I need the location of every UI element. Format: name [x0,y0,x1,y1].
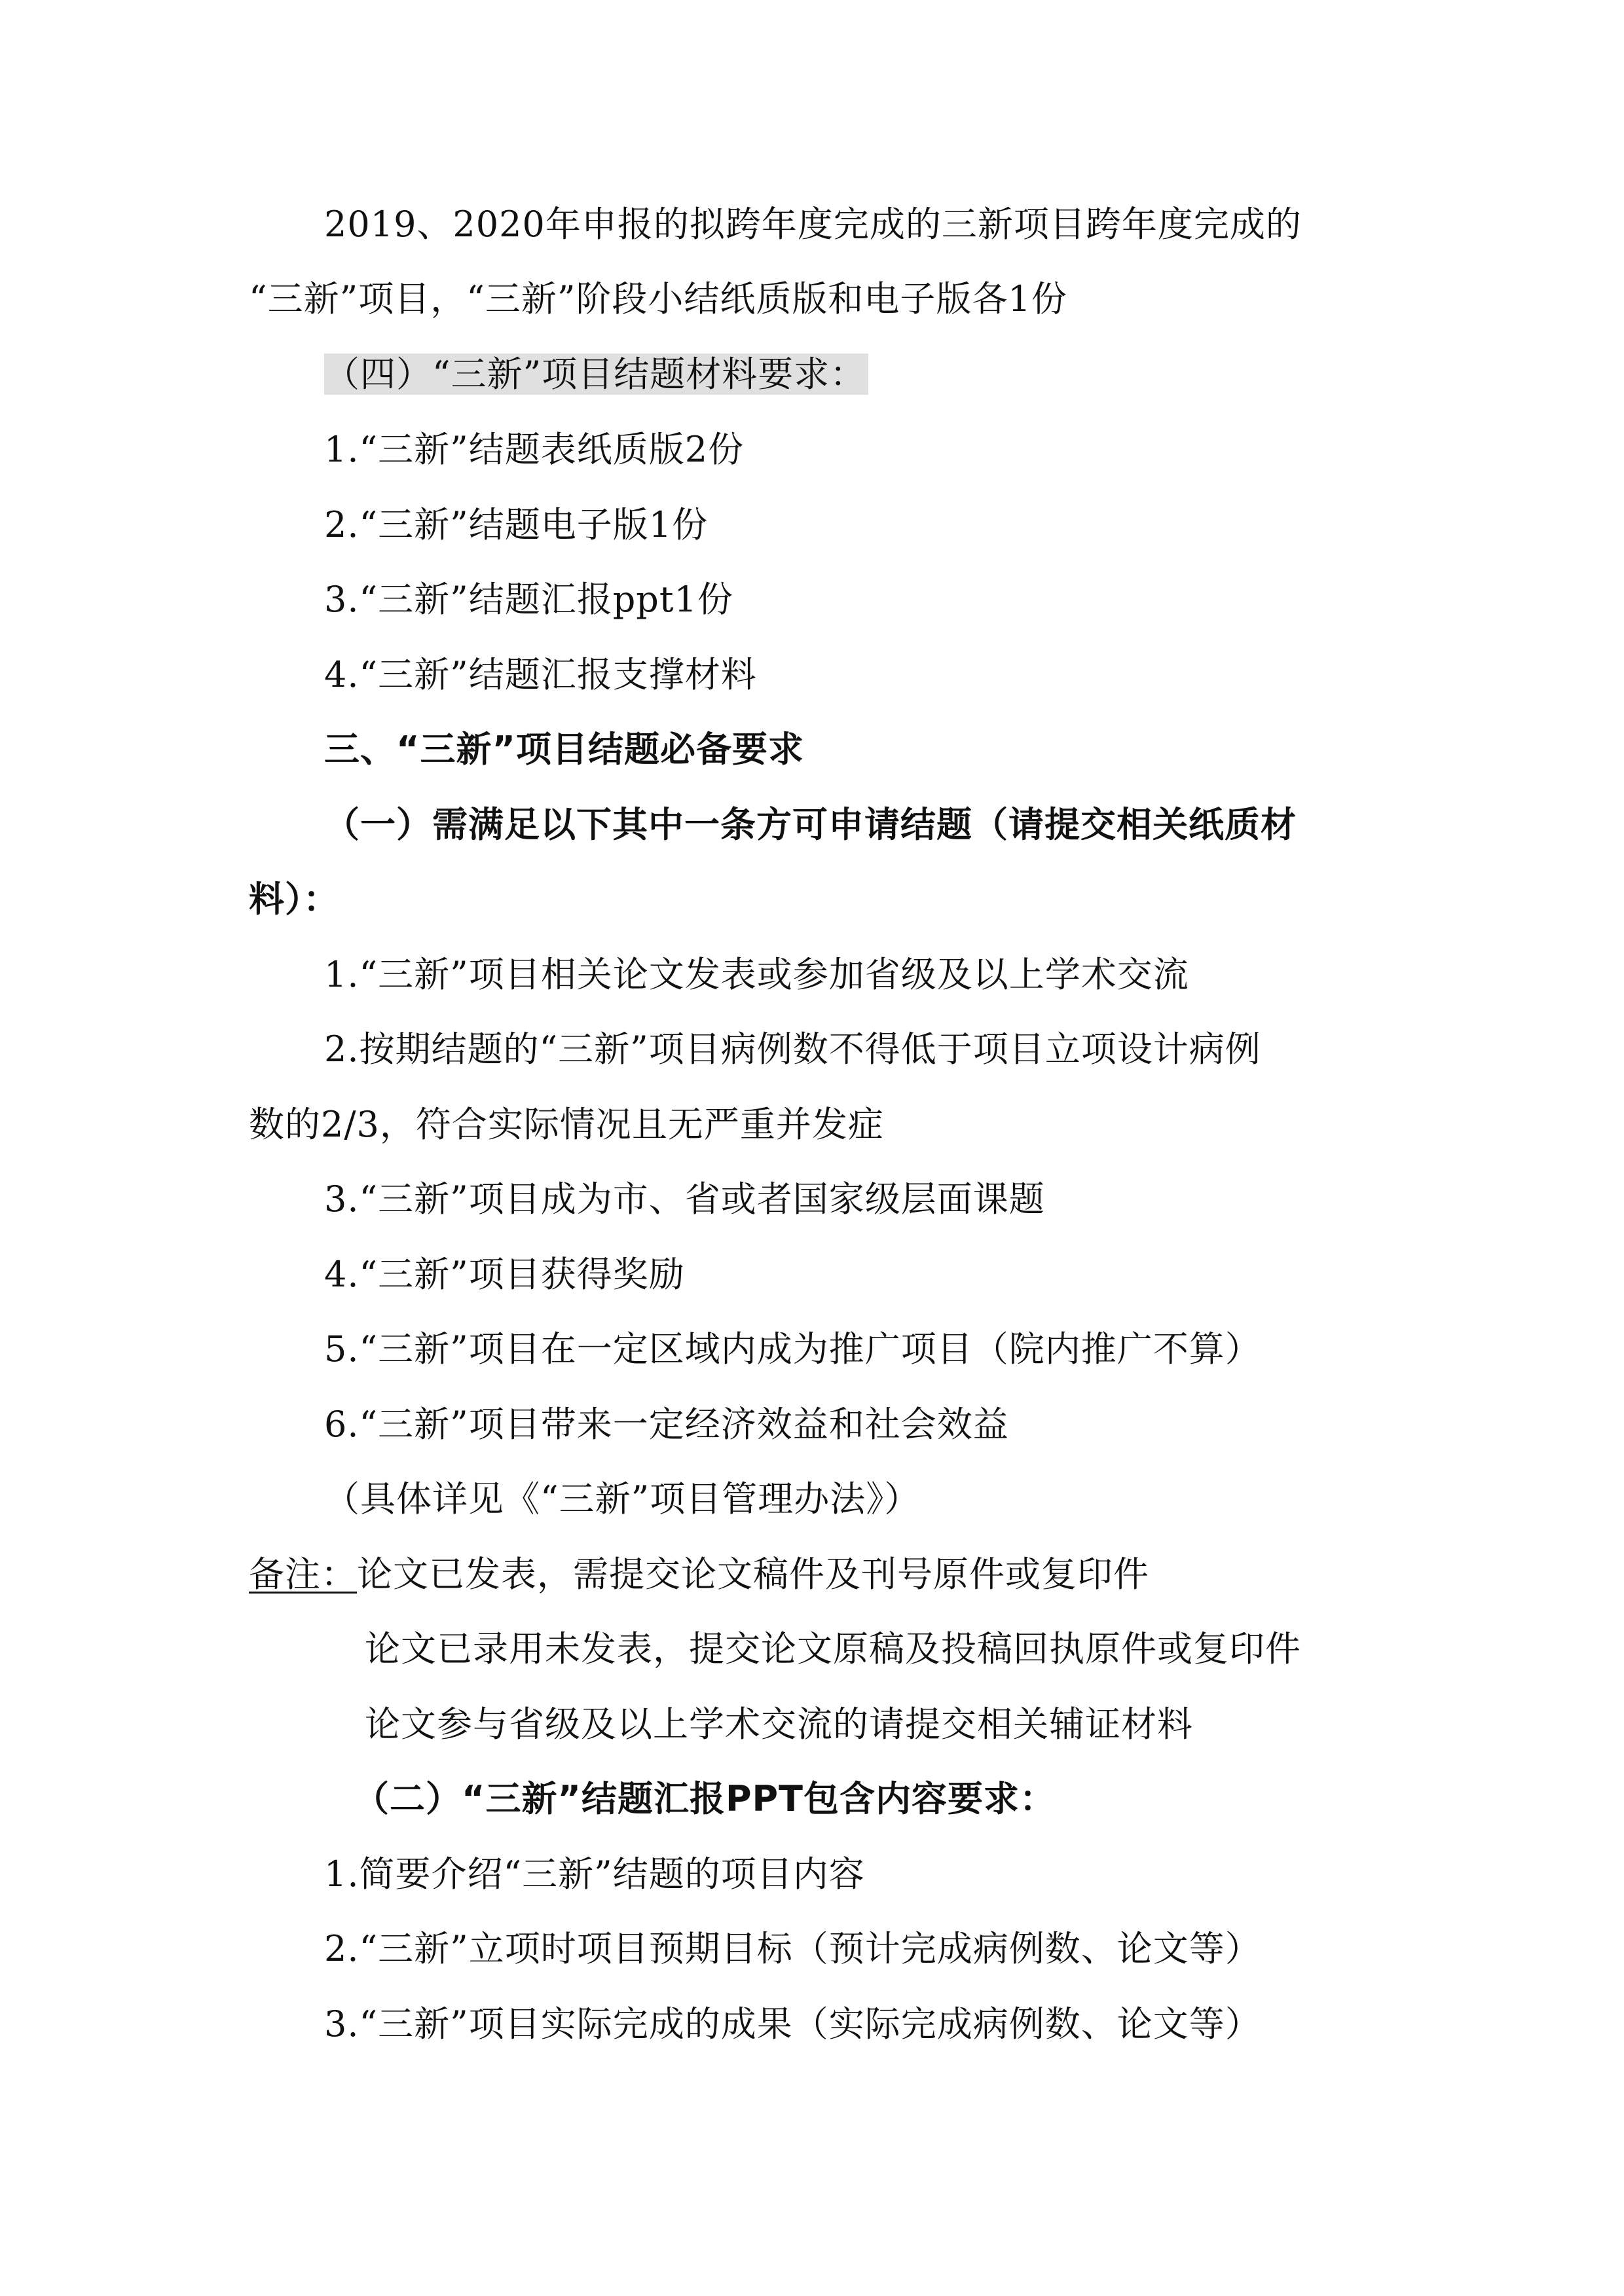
list-item: 2.按期结题的“三新”项目病例数不得低于项目立项设计病例 [324,1029,1261,1070]
list-item: 2.“三新”结题电子版1份 [324,504,709,545]
subsection-heading: （二）“三新”结题汇报PPT包含内容要求： [354,1778,1056,1819]
highlighted-heading-text: （四）“三新”项目结题材料要求： [324,354,868,395]
list-item-continued: 数的2/3，符合实际情况且无严重并发症 [249,1104,884,1145]
section-heading [324,352,868,397]
remark-line [249,1552,1149,1597]
list-item: 3.“三新”项目实际完成的成果（实际完成病例数、论文等） [324,2003,1261,2045]
list-item: 4.“三新”结题汇报支撑材料 [324,654,757,695]
list-item: 4.“三新”项目获得奖励 [324,1254,685,1295]
list-item: 1.“三新”结题表纸质版2份 [324,429,745,470]
list-item: 1.“三新”项目相关论文发表或参加省级及以上学术交流 [324,954,1189,995]
remark-line: 论文参与省级及以上学术交流的请提交相关辅证材料 [365,1704,1193,1745]
paragraph-line: “三新”项目，“三新”阶段小结纸质版和电子版各1份 [249,278,1067,319]
subsection-heading-continued: 料）： [249,879,339,920]
list-item: 5.“三新”项目在一定区域内成为推广项目（院内推广不算） [324,1328,1261,1370]
remark-line: 论文已录用未发表，提交论文原稿及投稿回执原件或复印件 [365,1628,1301,1669]
remark-text: 论文已发表，需提交论文稿件及刊号原件或复印件 [357,1554,1149,1595]
paragraph-line: 2019、2020年申报的拟跨年度完成的三新项目跨年度完成的 [324,204,1302,245]
subsection-heading: （一）需满足以下其中一条方可申请结题（请提交相关纸质材 [324,804,1297,845]
list-item: 3.“三新”项目成为市、省或者国家级层面课题 [324,1178,1045,1220]
list-item: 6.“三新”项目带来一定经济效益和社会效益 [324,1404,1009,1445]
remark-label: 备注： [249,1554,357,1595]
reference-note: （具体详见《“三新”项目管理办法》） [324,1478,921,1520]
list-item: 2.“三新”立项时项目预期目标（预计完成病例数、论文等） [324,1928,1261,1969]
section-heading: 三、“三新”项目结题必备要求 [324,729,804,770]
list-item: 3.“三新”结题汇报ppt1份 [324,579,733,620]
list-item: 1.简要介绍“三新”结题的项目内容 [324,1853,865,1895]
